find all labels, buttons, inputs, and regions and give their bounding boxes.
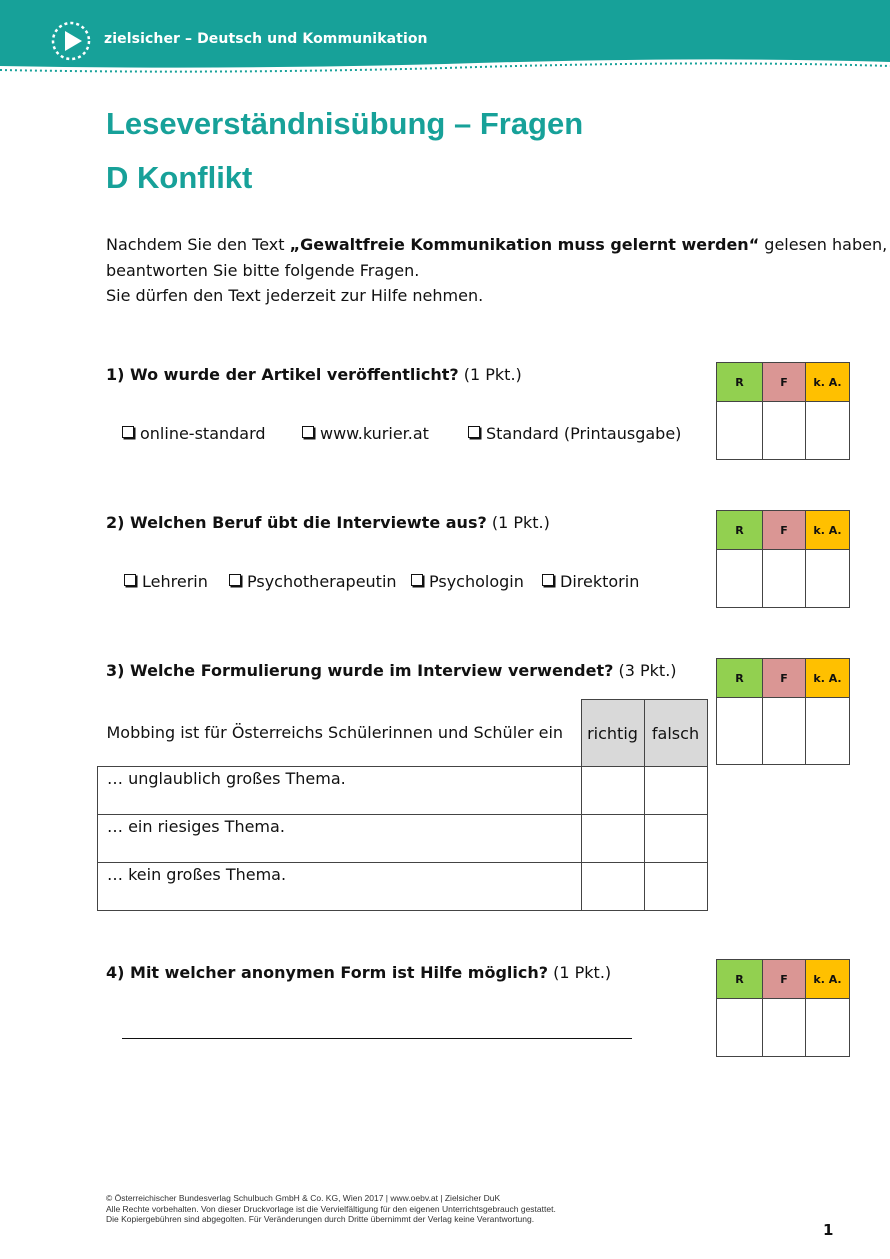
brand-title: zielsicher – Deutsch und Kommunikation [104, 31, 428, 47]
score-r-label: R [717, 363, 763, 402]
score-cell[interactable] [806, 402, 850, 460]
score-cell[interactable] [806, 698, 850, 765]
table-row [98, 863, 708, 911]
question-text: 1) Wo wurde der Artikel veröffentlicht? [106, 365, 459, 384]
question-1 [106, 365, 522, 384]
score-cell[interactable] [717, 698, 763, 765]
column-header-false: falsch [644, 700, 707, 767]
question-points: (1 Pkt.) [548, 963, 612, 982]
statement-text: … kein großes Thema. [98, 863, 582, 911]
question-text: 4) Mit welcher anonymen Form ist Hilfe möglich? [106, 963, 549, 982]
table-row [98, 767, 708, 815]
play-logo-icon [50, 20, 92, 62]
answer-cell-false[interactable] [644, 767, 707, 815]
score-ka-label: k. A. [806, 363, 850, 402]
statement-text: … unglaublich großes Thema. [98, 767, 582, 815]
score-f-label: F [763, 363, 806, 402]
intro-text: Nachdem Sie den Text [106, 235, 290, 254]
score-f-label: F [763, 960, 806, 999]
column-header-true: richtig [581, 700, 644, 767]
option-item[interactable] [302, 424, 429, 443]
intro-text: Sie dürfen den Text jederzeit zur Hilfe nehmen. [106, 286, 484, 305]
score-cell[interactable] [717, 550, 763, 608]
option-item[interactable] [124, 572, 208, 591]
score-f-label: F [763, 659, 806, 698]
footer-copyright [106, 1193, 556, 1225]
statement-text: … ein riesiges Thema. [98, 815, 582, 863]
checkbox-icon[interactable] [542, 574, 554, 586]
footer-line: © Österreichischer Bundesverlag Schulbuch GmbH & Co. KG, Wien 2017 | www.oebv.at | Zielsicher DuK [106, 1193, 501, 1203]
score-ka-label: k. A. [806, 511, 850, 550]
score-ka-label: k. A. [806, 659, 850, 698]
checkbox-icon[interactable] [122, 426, 134, 438]
question-3 [106, 661, 677, 680]
option-label: Psychotherapeutin [247, 572, 397, 591]
checkbox-icon[interactable] [124, 574, 136, 586]
option-label: Psychologin [429, 572, 524, 591]
option-label: Lehrerin [142, 572, 208, 591]
instructions [106, 232, 887, 309]
score-cell[interactable] [806, 999, 850, 1057]
score-cell[interactable] [763, 550, 806, 608]
question-text: 3) Welche Formulierung wurde im Interview verwendet? [106, 661, 614, 680]
option-label: Direktorin [560, 572, 640, 591]
question-points: (1 Pkt.) [486, 513, 550, 532]
answer-line[interactable] [122, 1038, 632, 1039]
score-cell[interactable] [763, 402, 806, 460]
checkbox-icon[interactable] [229, 574, 241, 586]
answer-cell-true[interactable] [581, 863, 644, 911]
intro-text: gelesen haben, [759, 235, 888, 254]
score-cell[interactable] [717, 402, 763, 460]
checkbox-icon[interactable] [468, 426, 480, 438]
score-r-label: R [717, 960, 763, 999]
question-2 [106, 513, 550, 532]
score-table [716, 959, 850, 1057]
question-4 [106, 963, 611, 982]
table-row [98, 815, 708, 863]
option-label: online-standard [140, 424, 266, 443]
answer-cell-true[interactable] [581, 767, 644, 815]
option-item[interactable] [411, 572, 524, 591]
page-number: 1 [823, 1221, 834, 1239]
score-cell[interactable] [763, 698, 806, 765]
answer-cell-true[interactable] [581, 815, 644, 863]
footer-line: Die Kopiergebühren sind abgegolten. Für Veränderungen durch Dritte übernimmt der Verlag keine Verantwortung. [106, 1214, 535, 1224]
answer-cell-false[interactable] [644, 815, 707, 863]
option-label: www.kurier.at [320, 424, 429, 443]
score-f-label: F [763, 511, 806, 550]
checkbox-icon[interactable] [411, 574, 423, 586]
question-points: (3 Pkt.) [613, 661, 677, 680]
score-table [716, 362, 850, 460]
score-cell[interactable] [763, 999, 806, 1057]
article-title: „Gewaltfreie Kommunikation muss gelernt werden“ [289, 235, 760, 254]
score-ka-label: k. A. [806, 960, 850, 999]
question-points: (1 Pkt.) [458, 365, 522, 384]
answer-cell-false[interactable] [644, 863, 707, 911]
score-table [716, 658, 850, 765]
score-r-label: R [717, 511, 763, 550]
option-item[interactable] [122, 424, 266, 443]
checkbox-icon[interactable] [302, 426, 314, 438]
score-table [716, 510, 850, 608]
option-label: Standard (Printausgabe) [486, 424, 682, 443]
footer-line: Alle Rechte vorbehalten. Von dieser Druckvorlage ist die Vervielfältigung für den eigenen Unterrichtsgebrauch gestattet. [106, 1203, 556, 1214]
option-item[interactable] [468, 424, 681, 443]
score-cell[interactable] [806, 550, 850, 608]
page-subtitle: D Konflikt [106, 160, 253, 195]
intro-text: beantworten Sie bitte folgende Fragen. [106, 260, 420, 280]
question-text: 2) Welchen Beruf übt die Interviewte aus? [106, 513, 487, 532]
score-cell[interactable] [717, 999, 763, 1057]
true-false-table [97, 699, 708, 911]
option-item[interactable] [229, 572, 397, 591]
page-title: Leseverständnisübung – Fragen [106, 106, 584, 141]
score-r-label: R [717, 659, 763, 698]
statement-stem: Mobbing ist für Österreichs Schülerinnen und Schüler ein [106, 723, 564, 743]
option-item[interactable] [542, 572, 639, 591]
